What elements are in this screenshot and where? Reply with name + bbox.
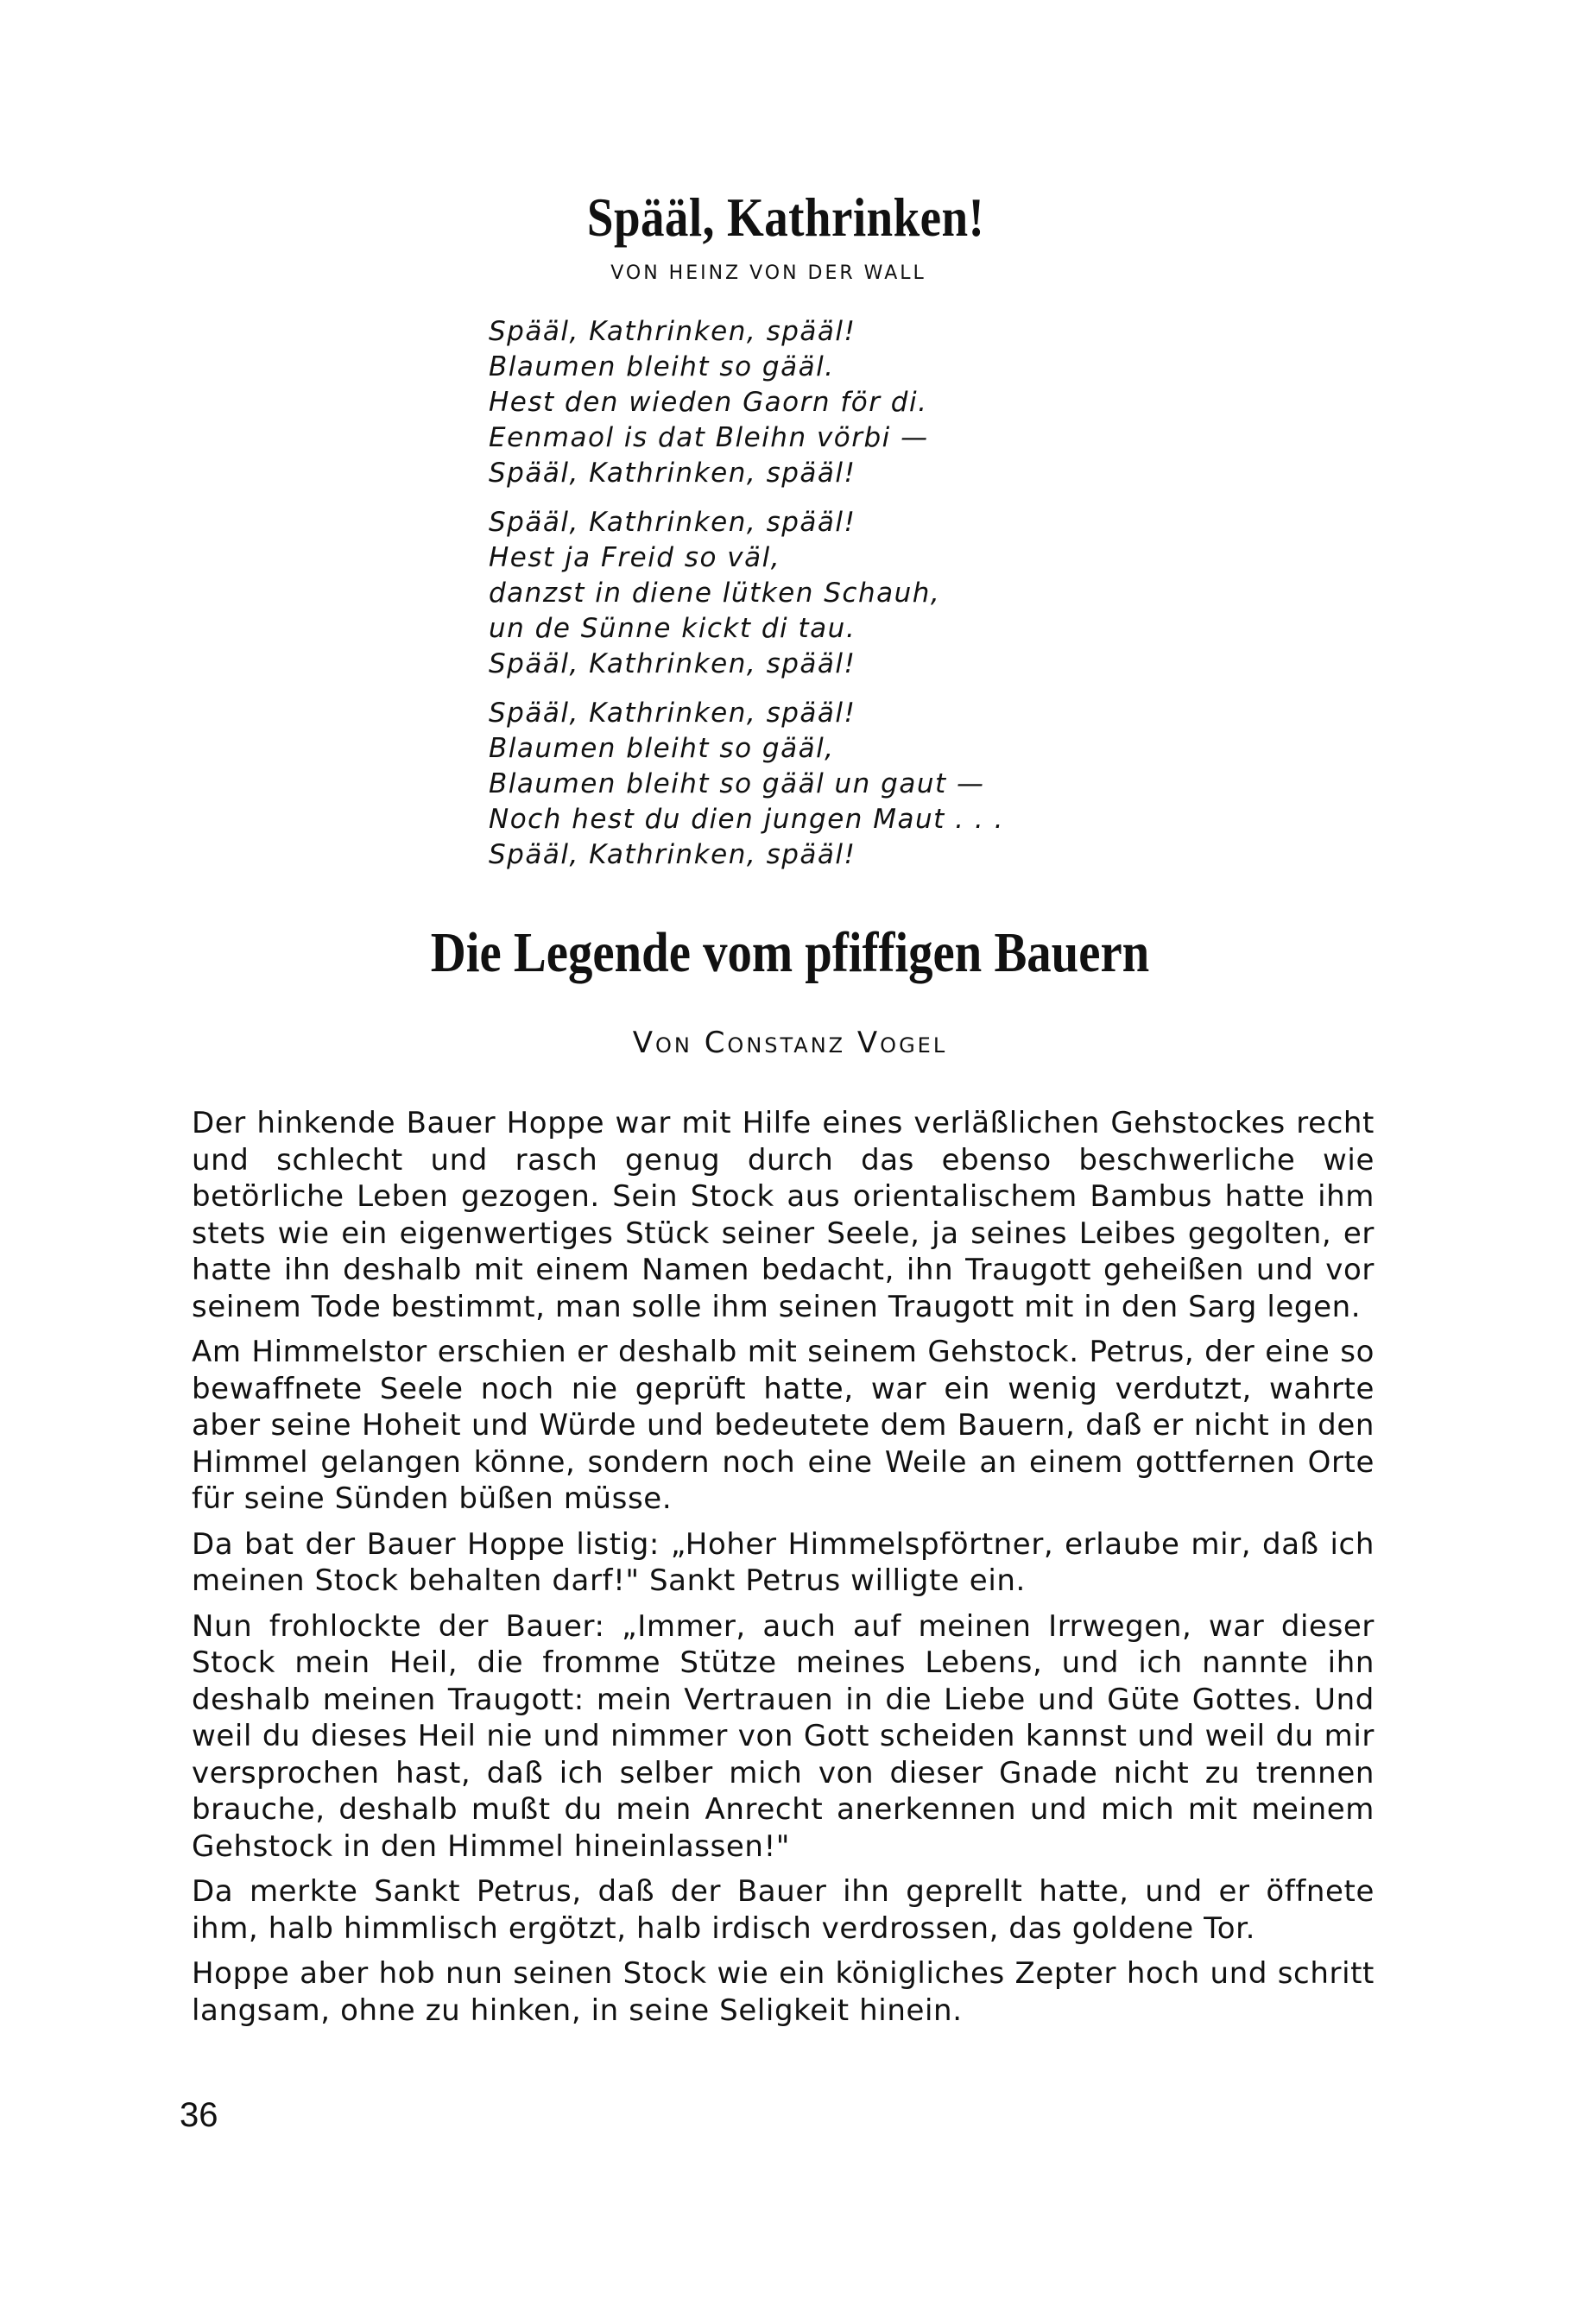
poem-line: Spääl, Kathrinken, spääl! (489, 698, 856, 729)
story-paragraph: Da merkte Sankt Petrus, daß der Bauer ihn geprellt hatte, und er öffnete ihm, halb himmlisch ergötzt, halb irdisch verdrossen, das goldene Tor. (192, 1874, 1375, 1946)
poem-line: Hest ja Freid so väl, (489, 542, 781, 573)
poem-line: Eenmaol is dat Bleihn vörbi — (489, 422, 929, 453)
poem-title: Spääl, Kathrinken! (586, 186, 985, 248)
poem-line: Spääl, Kathrinken, spääl! (489, 839, 856, 870)
poem-stanza (489, 314, 1004, 491)
story-paragraph: Hoppe aber hob nun seinen Stock wie ein königliches Zepter hoch und schritt langsam, ohne zu hinken, in seine Seligkeit hinein. (192, 1956, 1375, 2028)
story-paragraph: Der hinkende Bauer Hoppe war mit Hilfe eines verläßlichen Gehstockes recht und schlecht und rasch genug durch das ebenso beschwerliche wie betörliche Leben gezogen. Sein Stock aus orientalischem Bambus hatte ihm stets wie ein eigenwertiges Stück seiner Seele, ja seines Leibes gegolten, er hatte ihn deshalb mit einem Namen bedacht, ihn Traugott geheißen und vor seinem Tode bestimmt, man solle ihm seinen Traugott mit in den Sarg legen. (192, 1106, 1375, 1324)
story-paragraph: Da bat der Bauer Hoppe listig: „Hoher Himmelspförtner, erlaube mir, daß ich meinen Stock behalten darf!" Sankt Petrus willigte ein. (192, 1526, 1375, 1598)
page-number: 36 (180, 2096, 218, 2134)
poem-line: Spääl, Kathrinken, spääl! (489, 316, 856, 347)
poem-line: Spääl, Kathrinken, spääl! (489, 507, 856, 538)
poem-stanza (489, 696, 1004, 873)
poem-line: Noch hest du dien jungen Maut . . . (489, 804, 1004, 835)
poem-author: VON HEINZ VON DER WALL (610, 262, 926, 284)
story-author: Von Constanz Vogel (632, 1026, 948, 1060)
poem-line: Blaumen bleiht so gääl un gaut — (489, 768, 985, 799)
poem-line: danzst in diene lütken Schauh, (489, 578, 941, 609)
story-body (192, 1105, 1375, 2037)
poem-line: Spääl, Kathrinken, spääl! (489, 648, 856, 679)
poem-line: un de Sünne kickt di tau. (489, 613, 856, 644)
poem-line: Blaumen bleiht so gääl. (489, 351, 835, 382)
poem-body (489, 314, 1004, 887)
poem-line: Hest den wieden Gaorn för di. (489, 387, 928, 418)
story-title: Die Legende vom pfiffigen Bauern (430, 921, 1150, 984)
story-paragraph: Am Himmelstor erschien er deshalb mit seinem Gehstock. Petrus, der eine so bewaffnete Seele noch nie geprüft hatte, war ein wenig verdutzt, wahrte aber seine Hoheit und Würde und bedeutete dem Bauern, daß er nicht in den Himmel gelangen könne, sondern noch eine Weile an einem gottfernen Orte für seine Sünden büßen müsse. (192, 1335, 1375, 1516)
poem-line: Blaumen bleiht so gääl, (489, 733, 835, 764)
poem-line: Spääl, Kathrinken, spääl! (489, 458, 856, 489)
poem-stanza (489, 505, 1004, 682)
story-paragraph: Nun frohlockte der Bauer: „Immer, auch auf meinen Irrwegen, war dieser Stock mein Heil, die fromme Stütze meines Lebens, und ich nannte ihn deshalb meinen Traugott: mein Vertrauen in die Liebe und Güte Gottes. Und weil du dieses Heil nie und nimmer von Gott scheiden kannst und weil du mir versprochen hast, daß ich selber mich von dieser Gnade nicht zu trennen brauche, deshalb mußt du mein Anrecht anerkennen und mich mit meinem Gehstock in den Himmel hineinlassen!" (192, 1608, 1375, 1864)
